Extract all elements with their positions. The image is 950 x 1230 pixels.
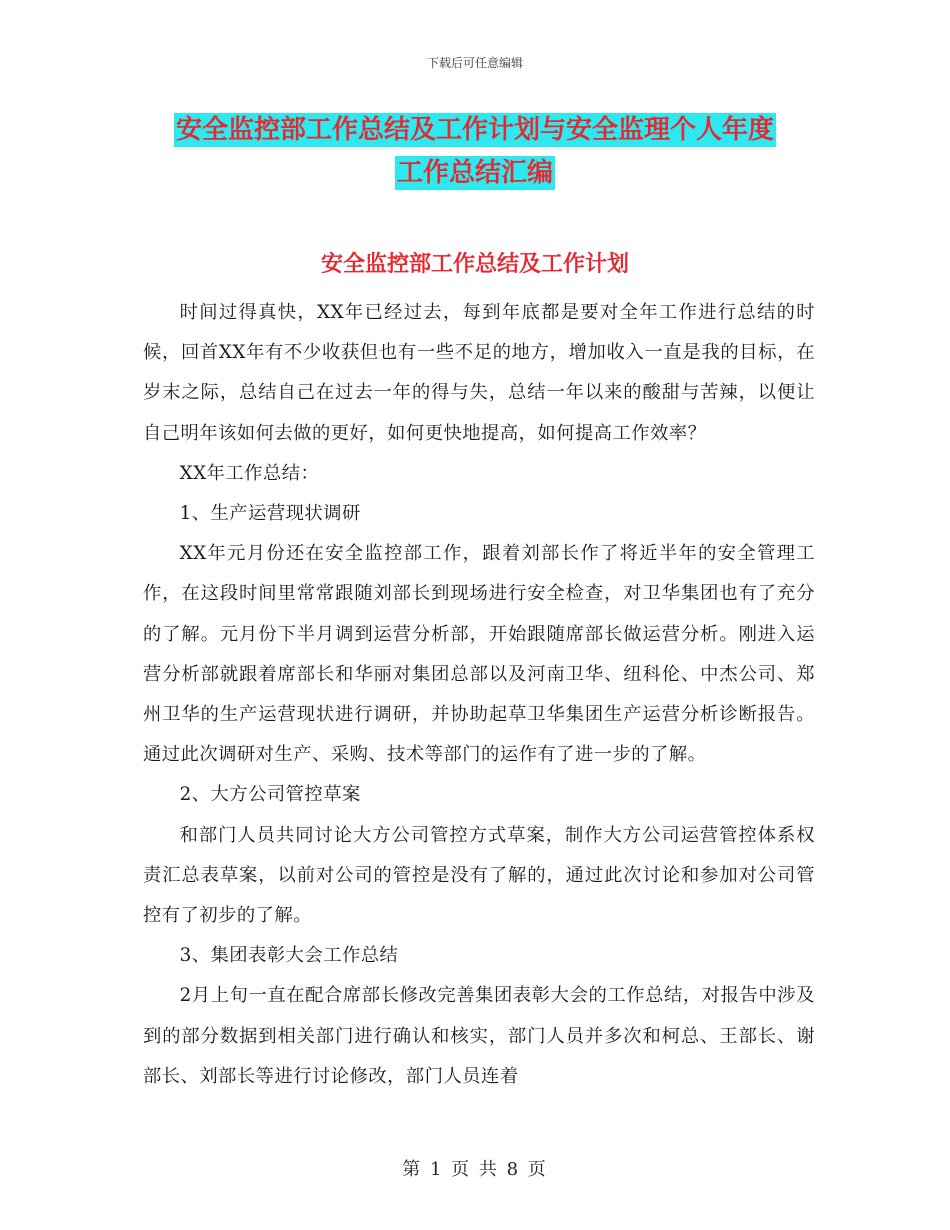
paragraph: 2月上旬一直在配合席部长修改完善集团表彰大会的工作总结，对报告中涉及到的部分数据到相关部门进行确认和核实，部门人员并多次和柯总、王部长、谢部长、刘部长等进行讨论修改，部门人员连着 xyxy=(143,985,815,1087)
paragraph: 和部门人员共同讨论大方公司管控方式草案，制作大方公司运营管控体系权责汇总表草案，以前对公司的管控是没有了解的，通过此次讨论和参加对公司管控有了初步的了解。 xyxy=(143,824,815,927)
paragraph: 3、集团表彰大会工作总结 xyxy=(179,945,399,967)
paragraph: XX年工作总结： xyxy=(179,462,320,484)
document-title-line1 xyxy=(0,113,950,147)
paragraph: XX年元月份还在安全监控部工作，跟着刘部长作了将近半年的安全管理工作，在这段时间里常常跟随刘部长到现场进行安全检查，对卫华集团也有了充分的了解。元月份下半月调到运营分析部，开始跟随席部长做运营分析。刚进入运营分析部就跟着席部长和华丽对集团总部以及河南卫华、纽科伦、中杰公司、郑州卫华的生产运营现状进行调研，并协助起草卫华集团生产运营分析诊断报告。通过此次调研对生产、采购、技术等部门的运作有了进一步的了解。 xyxy=(143,543,815,766)
body-text xyxy=(143,293,815,1097)
paragraph: 时间过得真快，XX年已经过去，每到年底都是要对全年工作进行总结的时候，回首XX年有不少收获但也有一些不足的地方，增加收入一直是我的目标，在岁末之际，总结自己在过去一年的得与失，总结一年以来的酸甜与苦辣，以便让自己明年该如何去做的更好，如何更快地提高，如何提高工作效率？ xyxy=(143,302,815,444)
page-number-footer: 第 1 页 共 8 页 xyxy=(402,1159,548,1180)
document-title-line2 xyxy=(0,156,950,190)
title-highlight: 工作总结汇编 xyxy=(396,158,553,188)
header-note: 下载后可任意编辑 xyxy=(426,56,523,70)
section-title: 安全监控部工作总结及工作计划 xyxy=(320,251,629,277)
paragraph: 1、生产运营现状调研 xyxy=(179,503,361,525)
paragraph: 2、大方公司管控草案 xyxy=(179,784,361,806)
title-highlight: 安全监控部工作总结及工作计划与安全监理个人年度 xyxy=(175,115,774,145)
